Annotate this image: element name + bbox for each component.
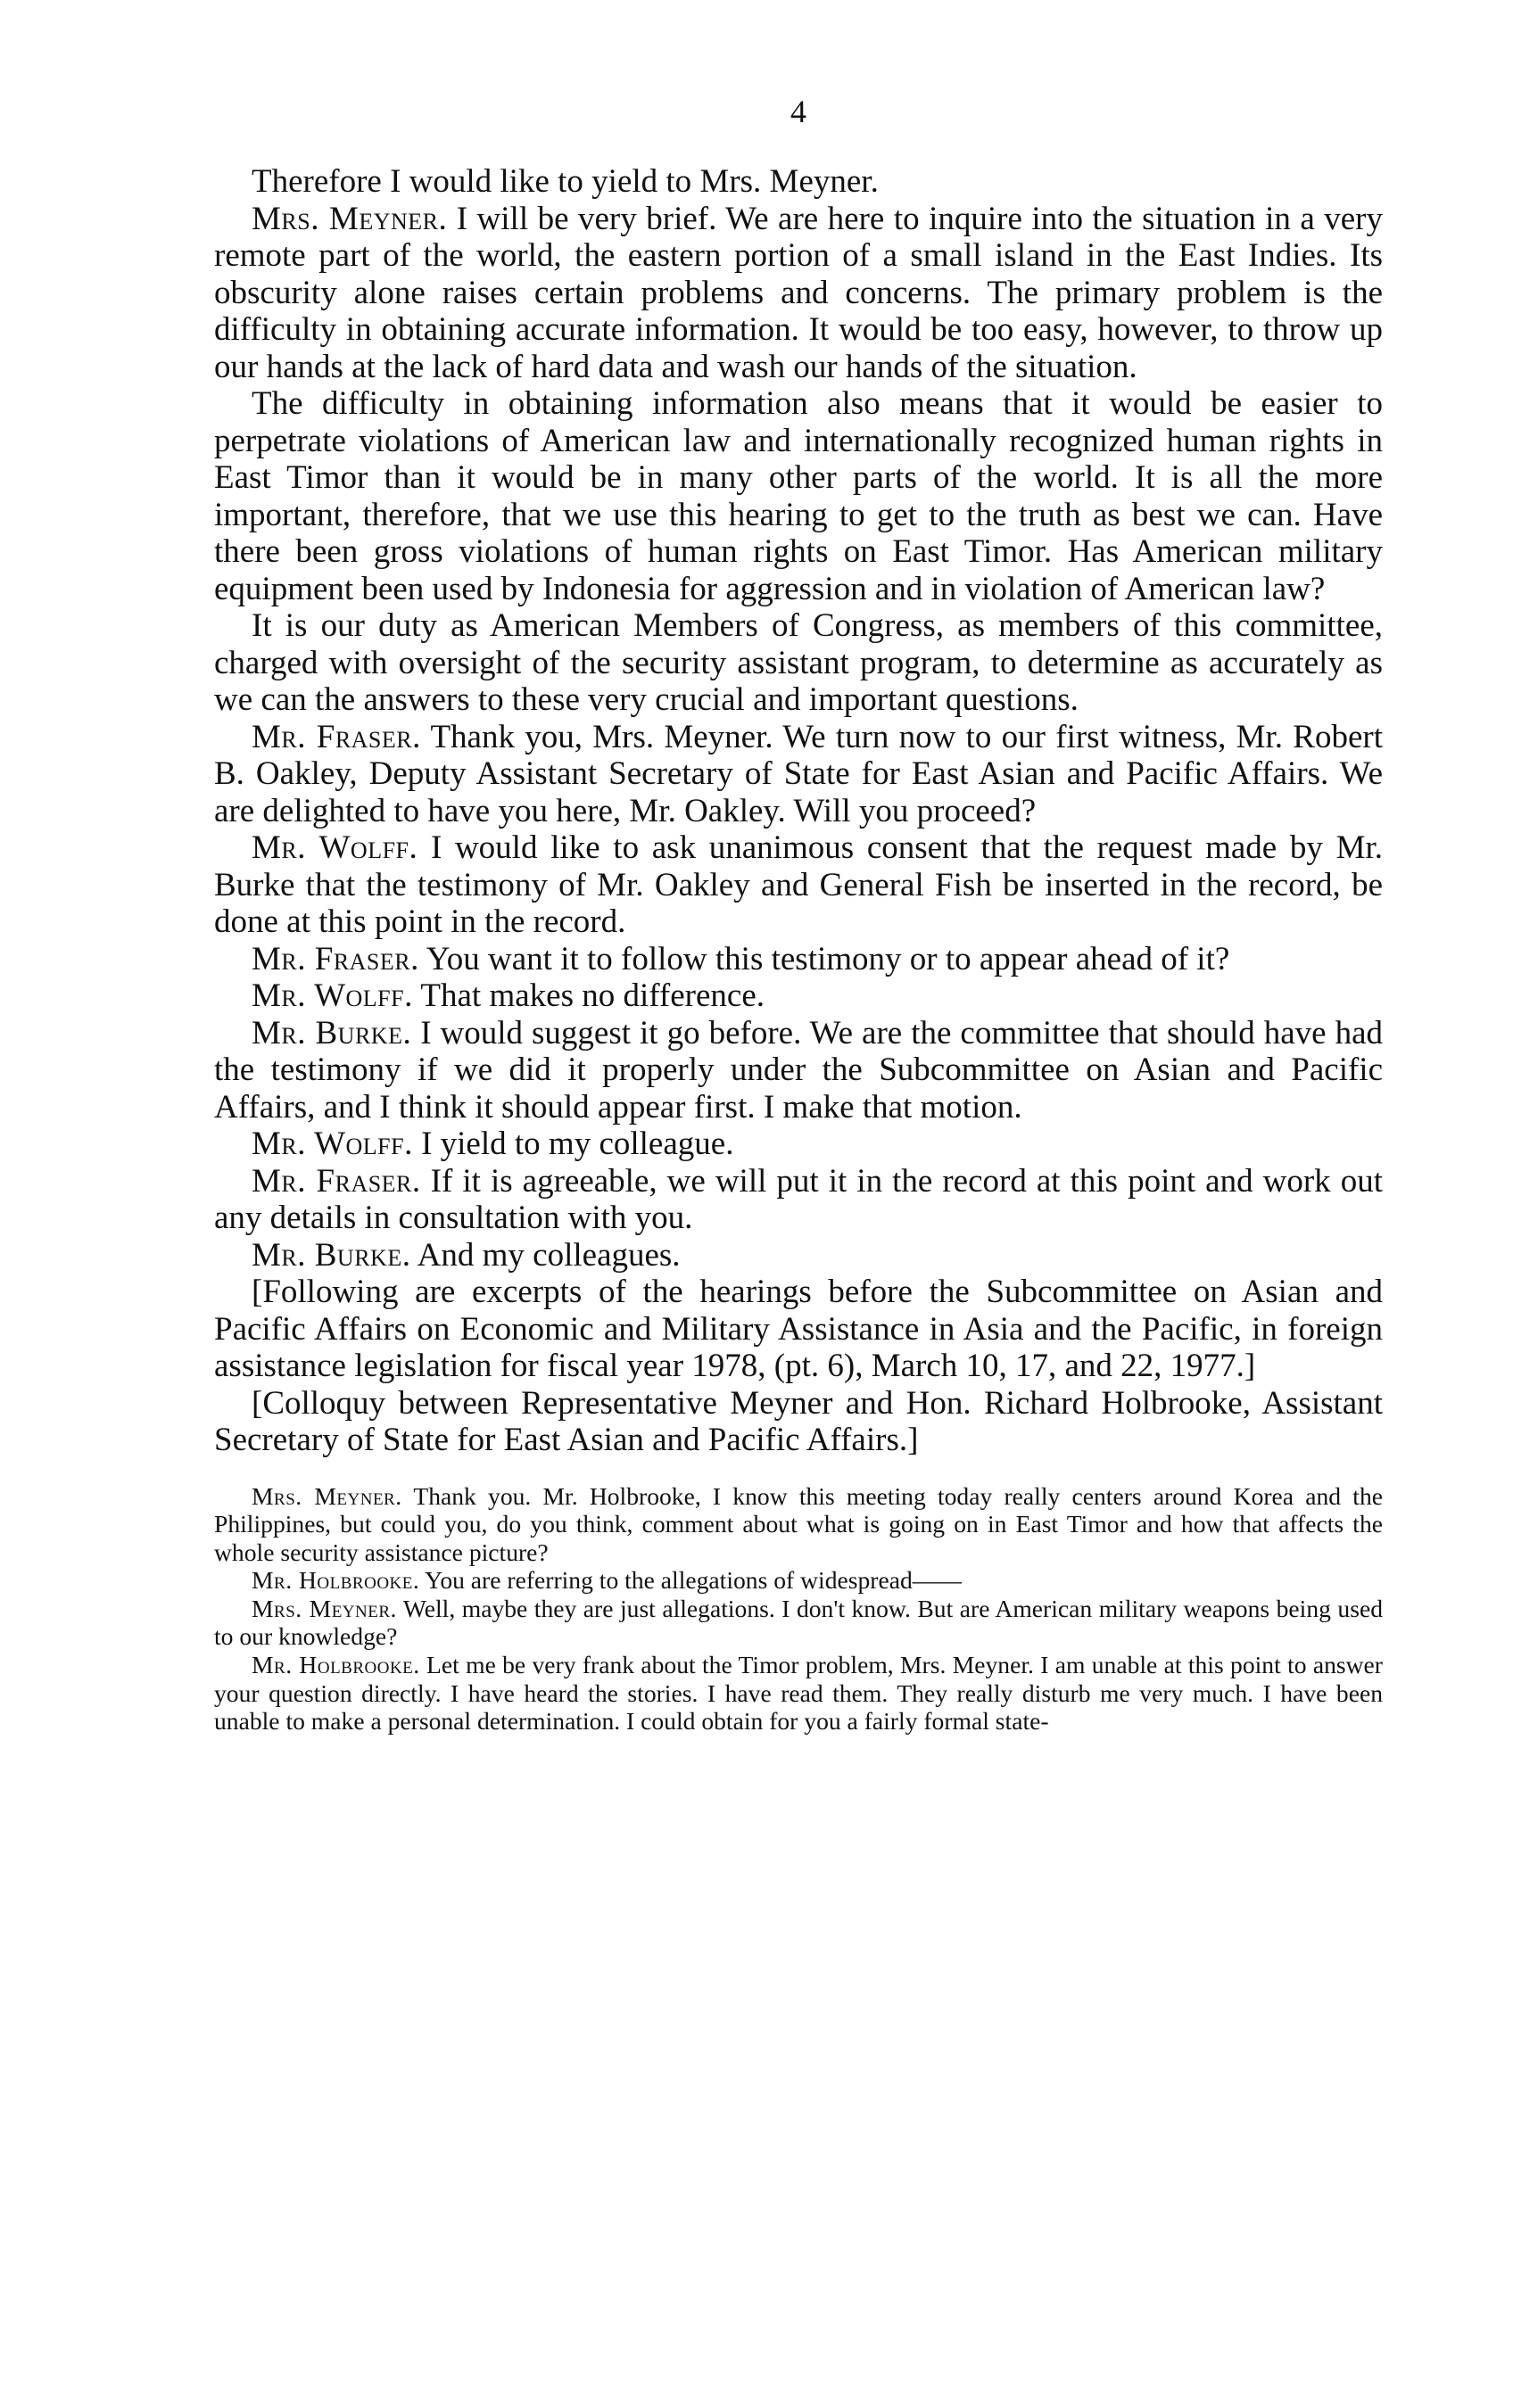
paragraph <box>214 1126 1383 1163</box>
paragraph-text: Therefore I would like to yield to Mrs. Meyner. <box>252 163 879 200</box>
paragraph-text: I will be very brief. We are here to inquire into the situation in a very remote part of the world, the eastern portion of a small island in the East Indies. Its obscurity alone raises certain problems and concerns. The primary problem is the difficulty in obtaining accurate information. It would be too easy, however, to throw up our hands at the lack of hard data and wash our hands of the situation. <box>214 200 1383 385</box>
paragraph-text: I would suggest it go before. We are the committee that should have had the testimony if we did it properly under the Subcommittee on Asian and Pacific Affairs, and I think it should appear first. I make that motion. <box>214 1014 1383 1126</box>
paragraph-text: If it is agreeable, we will put it in the record at this point and work out any details in consultation with you. <box>214 1162 1383 1236</box>
paragraph-text: Well, maybe they are just allegations. I don't know. But are American military weapons being used to our knowledge? <box>214 1594 1383 1651</box>
paragraph <box>214 163 1383 201</box>
paragraph-text: The difficulty in obtaining information also means that it would be easier to perpetrate violations of American law and internationally recognized human rights in East Timor than it would be in many other parts of the world. It is all the more important, therefore, that we use this hearing to get to the truth as best we can. Have there been gross violations of human rights on East Timor. Has American military equipment been used by Indonesia for aggression and in violation of American law? <box>214 385 1383 607</box>
excerpt-paragraph <box>214 1651 1383 1736</box>
page-number: 4 <box>790 94 806 129</box>
paragraph-text: That makes no difference. <box>412 977 765 1014</box>
speaker-name: Mrs. Meyner. <box>252 1594 397 1622</box>
paragraph <box>214 201 1383 386</box>
speaker-name: Mr. Wolff. <box>252 829 418 866</box>
paragraph <box>214 1237 1383 1274</box>
paragraph <box>214 977 1383 1015</box>
paragraph-text: And my colleagues. <box>410 1236 681 1274</box>
paragraph <box>214 607 1383 719</box>
excerpt-paragraph <box>214 1482 1383 1567</box>
paragraph-text: [Following are excerpts of the hearings before the Subcommittee on Asian and Pacific Affairs on Economic and Military Assistance in Asia and the Pacific, in foreign assistance legislation for fiscal year 1978, (pt. 6), March 10, 17, and 22, 1977.] <box>214 1274 1383 1384</box>
excerpt-paragraph <box>214 1566 1383 1595</box>
paragraph <box>214 941 1383 978</box>
speaker-name: Mr. Holbrooke. <box>252 1566 420 1595</box>
speaker-name: Mr. Burke. <box>252 1236 411 1274</box>
speaker-name: Mr. Wolff. <box>252 1126 413 1162</box>
paragraph-text: You are referring to the allegations of widespread—— <box>419 1566 962 1595</box>
paragraph-text: Thank you, Mrs. Meyner. We turn now to our first witness, Mr. Robert B. Oakley, Deputy Assistant Secretary of State for East Asian and Pacific Affairs. We are delighted to have you here, Mr. Oakley. Will you proceed? <box>214 718 1383 829</box>
paragraph <box>214 1015 1383 1126</box>
speaker-name: Mr. Fraser. <box>252 1162 421 1200</box>
excerpt-paragraph <box>214 1595 1383 1651</box>
paragraph-text: Thank you. Mr. Holbrooke, I know this meeting today really centers around Korea and the Philippines, but could you, do you think, comment about what is going on in East Timor and how that affects the whole security assistance picture? <box>214 1481 1383 1566</box>
paragraph-text: It is our duty as American Members of Congress, as members of this committee, charged with oversight of the security assistant program, to determine as accurately as we can the answers to these very crucial and important questions. <box>214 607 1383 718</box>
paragraph-text: Let me be very frank about the Timor problem, Mrs. Meyner. I am unable at this point to answer your question directly. I have heard the stories. I have read them. They really disturb me very much. I have been unable to make a personal determination. I could obtain for you a fairly formal state- <box>214 1651 1383 1736</box>
speaker-name: Mr. Wolff. <box>252 977 413 1014</box>
hearing-excerpt <box>214 1482 1383 1736</box>
speaker-name: Mr. Burke. <box>252 1014 412 1051</box>
paragraph-text: I would like to ask unanimous consent that the request made by Mr. Burke that the testimony of Mr. Oakley and General Fish be inserted in the record, be done at this point in the record. <box>214 829 1384 940</box>
paragraph <box>214 1274 1383 1385</box>
speaker-name: Mr. Fraser. <box>252 718 421 755</box>
paragraph <box>214 385 1383 607</box>
speaker-name: Mr. Fraser. <box>252 940 419 977</box>
speaker-name: Mrs. Meyner. <box>252 200 448 237</box>
main-testimony <box>214 163 1383 1459</box>
paragraph <box>214 829 1383 941</box>
document-page <box>214 94 1383 1736</box>
paragraph <box>214 1163 1383 1237</box>
speaker-name: Mrs. Meyner. <box>252 1481 402 1510</box>
paragraph <box>214 1385 1383 1459</box>
paragraph-text: [Colloquy between Representative Meyner and Hon. Richard Holbrooke, Assistant Secretary of State for East Asian and Pacific Affairs.] <box>214 1384 1383 1458</box>
speaker-name: Mr. Holbrooke. <box>252 1651 420 1679</box>
paragraph <box>214 719 1383 830</box>
paragraph-text: You want it to follow this testimony or to appear ahead of it? <box>418 940 1230 977</box>
paragraph-text: I yield to my colleague. <box>412 1126 734 1162</box>
